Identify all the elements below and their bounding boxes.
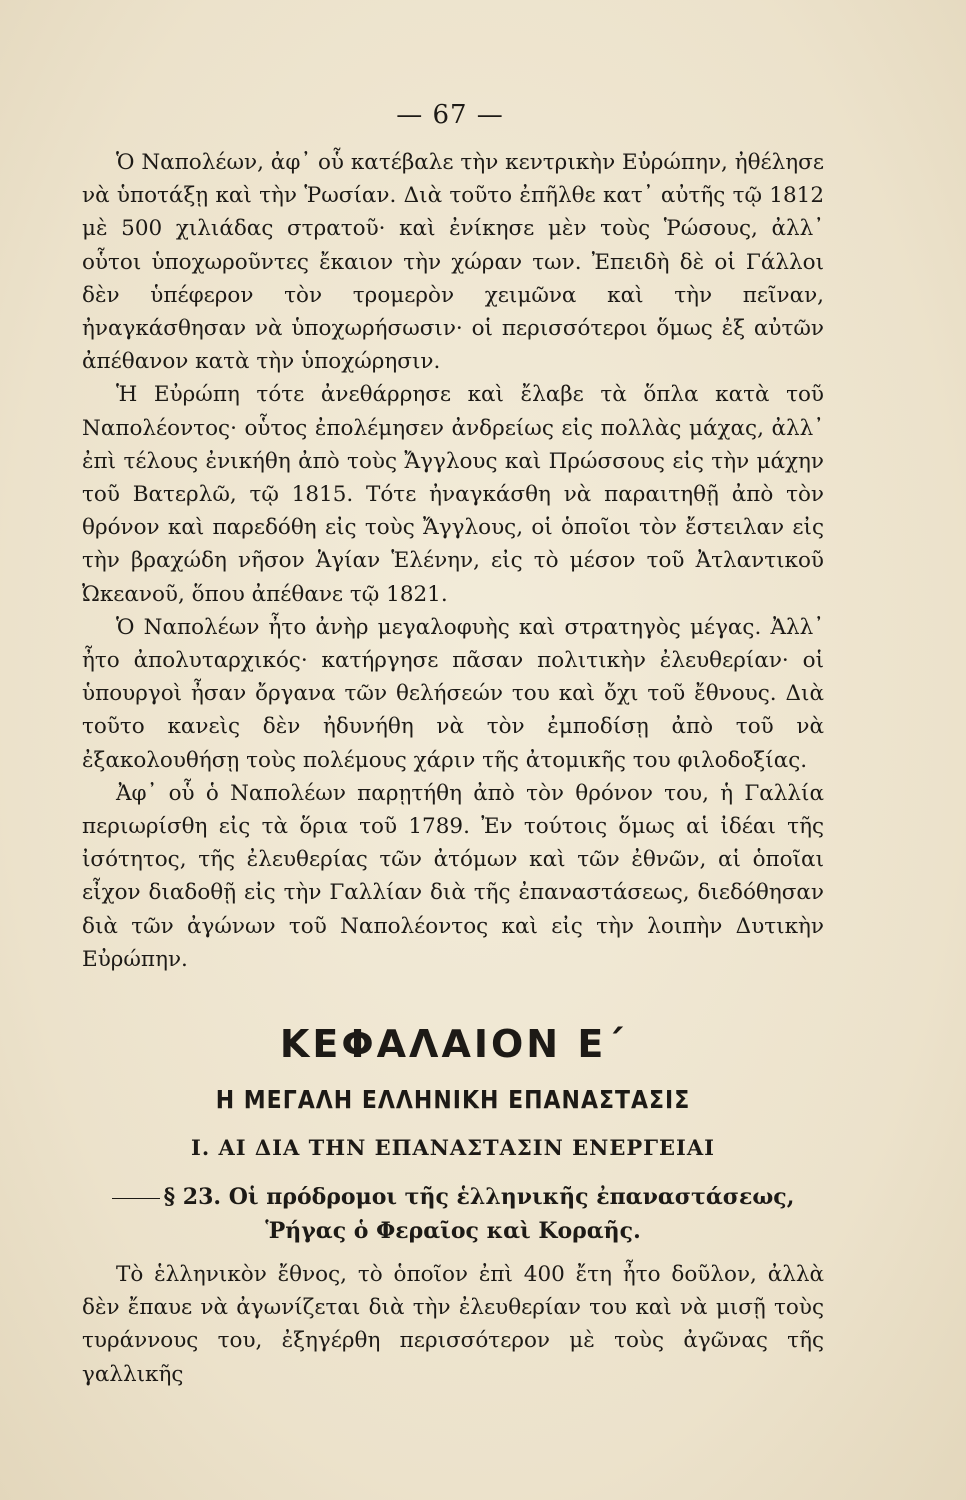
margin-rule xyxy=(112,1198,160,1199)
subsection-mark: § 23. xyxy=(163,1184,222,1211)
paragraph-ideas-spread: Ἀφ᾽ οὗ ὁ Ναπολέων παρῃτήθη ἀπὸ τὸν θρόνον του, ἡ Γαλλία περιωρίσθη εἰς τὰ ὅρια τοῦ 1789. Ἐν τούτοις ὅμως αἱ ἰδέαι τῆς ἰσότητος, τῆς ἐλευθερίας τῶν ἀτόμων καὶ τῶν ἐθνῶν, αἱ ὁποῖαι εἶχον διαδοθῇ εἰς τὴν Γαλλίαν διὰ τῆς ἐπαναστάσεως, διεδόθησαν διὰ τῶν ἀγώνων τοῦ Ναπολέοντος καὶ εἰς τὴν λοιπὴν Δυτικὴν Εὐρώπην. xyxy=(82,780,824,972)
section-title: Ι. ΑΙ ΔΙΑ ΤΗΝ ΕΠΑΝΑΣΤΑΣΙΝ ΕΝΕΡΓΕΙΑΙ xyxy=(191,1135,715,1161)
paragraph-napoleon-character: Ὁ Ναπολέων ἦτο ἀνὴρ μεγαλοφυὴς καὶ στρατηγὸς μέγας. Ἀλλ᾽ ἦτο ἀπολυταρχικός· κατήργησε πᾶσαν πολιτικὴν ἐλευθερίαν· οἱ ὑπουργοὶ ἦσαν ὄργανα τῶν θελήσεών του καὶ ὄχι τοῦ ἔθνους. Διὰ τοῦτο κανεὶς δὲν ἠδυνήθη νὰ τὸν ἐμποδίσῃ ἀπὸ τοῦ νὰ ἐξακολουθήσῃ τοὺς πολέμους χάριν τῆς ἀτομικῆς του φιλοδοξίας. xyxy=(82,614,824,773)
subsection-heading xyxy=(82,1180,824,1248)
chapter-subtitle: Η ΜΕΓΑΛΗ ΕΛΛΗΝΙΚΗ ΕΠΑΝΑΣΤΑΣΙΣ xyxy=(215,1086,691,1115)
subsection-title-line1: Οἱ πρόδρομοι τῆς ἑλληνικῆς ἐπαναστάσεως, xyxy=(228,1184,795,1211)
subsection-title-line2: Ῥήγας ὁ Φεραῖος καὶ Κοραῆς. xyxy=(265,1218,641,1245)
paragraph-napoleon-russia: Ὁ Ναπολέων, ἀφ᾽ οὗ κατέβαλε τὴν κεντρικὴν Εὐρώπην, ἠθέλησε νὰ ὑποτάξῃ καὶ τὴν Ῥωσίαν. Διὰ τοῦτο ἐπῆλθε κατ᾽ αὐτῆς τῷ 1812 μὲ 500 χιλιάδας στρατοῦ· καὶ ἐνίκησε μὲν τοὺς Ῥώσους, ἀλλ᾽ οὗτοι ὑποχωροῦντες ἔκαιον τὴν χώραν των. Ἐπειδὴ δὲ οἱ Γάλλοι δὲν ὑπέφερον τὸν τρομερὸν χειμῶνα καὶ τὴν πεῖναν, ἠναγκάσθησαν νὰ ὑποχωρήσωσιν· οἱ περισσότεροι ὅμως ἐξ αὐτῶν ἀπέθανον κατὰ τὴν ὑποχώρησιν. xyxy=(82,150,824,375)
page-body xyxy=(82,146,824,1391)
paragraph-greek-nation: Τὸ ἑλληνικὸν ἔθνος, τὸ ὁποῖον ἐπὶ 400 ἔτη ἦτο δοῦλον, ἀλλὰ δὲν ἔπαυε νὰ ἀγωνίζεται διὰ τὴν ἐλευθερίαν του καὶ νὰ μισῇ τοὺς τυράννους του, ἐξηγέρθη περισσότερον μὲ τοὺς ἀγῶνας τῆς γαλλικῆς xyxy=(82,1262,824,1387)
subsection-line-1 xyxy=(82,1180,824,1214)
page-number: — 67 — xyxy=(396,100,504,130)
paragraph-waterloo: Ἡ Εὐρώπη τότε ἀνεθάρρησε καὶ ἔλαβε τὰ ὅπλα κατὰ τοῦ Ναπολέοντος· οὗτος ἐπολέμησεν ἀνδρείως εἰς πολλὰς μάχας, ἀλλ᾽ ἐπὶ τέλους ἐνικήθη ἀπὸ τοὺς Ἄγγλους καὶ Πρώσσους εἰς τὴν μάχην τοῦ Βατερλῶ, τῷ 1815. Τότε ἠναγκάσθη νὰ παραιτηθῇ ἀπὸ τὸν θρόνον καὶ παρεδόθη εἰς τοὺς Ἄγγλους, οἱ ὁποῖοι τὸν ἔστειλαν εἰς τὴν βραχώδη νῆσον Ἁγίαν Ἑλένην, εἰς τὸ μέσον τοῦ Ἀτλαντικοῦ Ὠκεανοῦ, ὅπου ἀπέθανε τῷ 1821. xyxy=(82,382,824,607)
chapter-title: ΚΕΦΑΛΑΙΟΝ Ε΄ xyxy=(279,1022,627,1067)
